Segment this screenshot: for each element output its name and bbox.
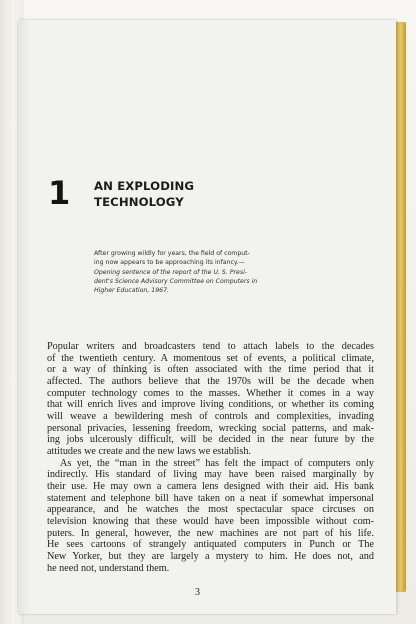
body-line: ing jobs ulcerously difficult, will be decided in the near future by the <box>47 434 374 446</box>
body-line: personal privacies, lessening freedom, wrecking social patterns, and mak- <box>47 422 374 434</box>
body-line: will weave a bewildering mesh of controls and complexities, invading <box>47 411 374 423</box>
book-cover-edge <box>396 22 406 592</box>
body-line: statement and telephone bill have taken on a neat if somewhat impersonal <box>47 492 374 504</box>
chapter-number: 1 <box>48 174 71 212</box>
body-line: puters. In general, however, the new machines are not part of his life. <box>47 527 374 539</box>
epigraph-line: After growing wildly for years, the field of comput- <box>94 250 250 257</box>
chapter-title <box>94 179 244 210</box>
book-page <box>18 20 396 614</box>
body-text <box>47 341 374 574</box>
body-line: he need not, understand them. <box>47 562 170 574</box>
epigraph <box>94 249 284 295</box>
body-line: New Yorker, but they are largely a mystery to him. He does not, and <box>47 551 374 563</box>
epigraph-source-line: dent's Science Advisory Committee on Computers in <box>94 277 258 285</box>
body-line: appearance, and he watches the most spectacular space circuses on <box>47 504 374 516</box>
body-line: attitudes we create and the new laws we establish. <box>47 446 251 458</box>
epigraph-source-line: Higher Education, 1967. <box>94 287 169 295</box>
body-line: indirectly. His standard of living may have been raised marginally by <box>47 469 374 481</box>
body-line: As yet, the “man in the street” has felt the impact of computers only <box>60 457 374 469</box>
body-line: computer technology comes to the masses. Whether it comes in a way <box>47 387 374 399</box>
chapter-title-line: AN EXPLODING <box>94 179 195 193</box>
body-line: affected. The authors believe that the 1970s will be the decade when <box>47 376 374 388</box>
body-line: of the twentieth century. A momentous set of events, a political climate, <box>47 352 374 364</box>
body-line: their use. He may own a camera lens designed with their aid. His bank <box>47 481 374 493</box>
body-line: Popular writers and broadcasters tend to attach labels to the decades <box>47 341 374 352</box>
epigraph-line: ing now appears to be approaching its infancy.— <box>94 259 245 267</box>
chapter-title-line: TECHNOLOGY <box>94 194 184 209</box>
body-line: that will enrich lives and improve living conditions, or whether its coming <box>47 399 374 411</box>
epigraph-source-line: Opening sentence of the report of the U. S. Presi- <box>94 268 248 276</box>
body-line: or a way of thinking is often associated with the time period that it <box>47 364 374 376</box>
page-gutter-shadow <box>18 20 30 614</box>
page-number: 3 <box>195 587 200 598</box>
body-line: He sees cartoons of strangely antiquated computers in Punch or The <box>47 539 374 551</box>
body-line: television knowing that these would have been impossible without com- <box>47 516 374 528</box>
